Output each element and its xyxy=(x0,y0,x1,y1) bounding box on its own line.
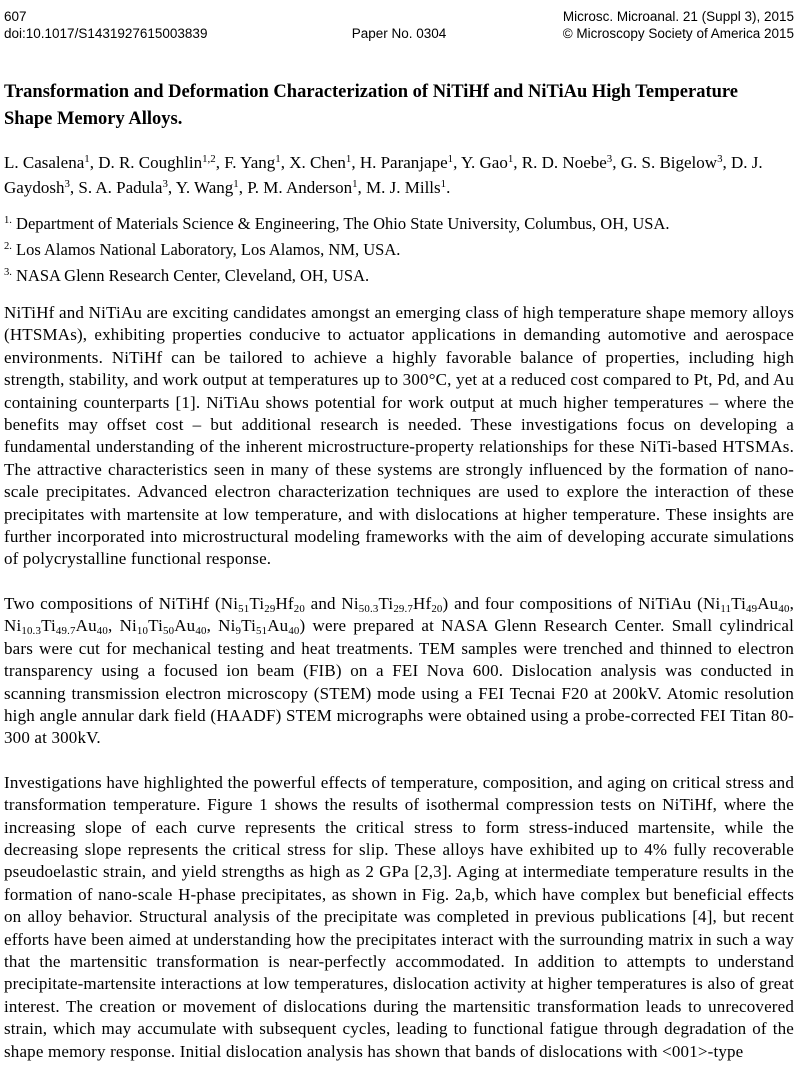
paper-number: Paper No. 0304 xyxy=(351,26,447,41)
methods-paragraph: Two compositions of NiTiHf ($Ni_{51}Ti_{29}Hf_{20}$ and $Ni_{50.3}Ti_{29.7}Hf_{20}$) and four compositions of NiTiAu ($Ni_{11}Ti_{49}Au_{40}$, $Ni_{10.3}Ti_{49.7}Au_{40}$, $Ni_{10}Ti_{50}Au_{40}$, $Ni_9Ti_{51}Au_{40}$) were prepared at NASA Glenn Research Center. Small cylindrical bars were cut for mechanical testing and heat treatments. TEM samples were trenched and thinned to electron transparency using a focused ion beam (FIB) on a FEI Nova 600. Dislocation analysis was conducted in scanning transmission electron microscopy (STEM) mode using a FEI Tecnai F20 at 200kV. Atomic resolution high angle annular dark field (HAADF) STEM micrographs were obtained using a probe-corrected FEI Titan 80-300 at 300kV. xyxy=(4,593,794,748)
results-paragraph: Investigations have highlighted the powerful effects of temperature, composition, and aging on critical stress and transformation temperature. Figure 1 shows the results of isothermal compression tests on NiTiHf, where the increasing slope of each curve represents the critical stress to form stress-induced martensite, while the decreasing slope represents the critical stress for slip. These alloys have exhibited up to 4% fully recoverable pseudoelastic strain, and yield strengths as high as 2 GPa [2,3]. Aging at intermediate temperature results in the formation of nano-scale H-phase precipitates, as shown in Fig. 2a,b, which have complex but beneficial effects on alloy behavior. Structural analysis of the precipitate was completed in previous publications [4], but recent efforts have been aimed at understanding how the precipitates interact with the surrounding matrix in such a way that the martensitic transformation is near-perfectly accommodated. In addition to attempts to understand precipitate-martensite interactions at low temperatures, dislocation activity at higher temperatures is also of great interest. The creation or movement of dislocations during the martensitic transformation leads to unrecovered strain, which may accumulate with subsequent cycles, leading to functional fatigue through degradation of the shape memory response. Initial dislocation analysis has shown that bands of dislocations with <001>-type xyxy=(4,772,794,1061)
journal-citation: Microsc. Microanal. 21 (Suppl 3), 2015 xyxy=(562,9,794,24)
page-header xyxy=(4,8,794,42)
copyright-notice: © Microscopy Society of America 2015 xyxy=(562,26,794,41)
paper-title: Transformation and Deformation Characterization of NiTiHf and NiTiAu High Temperature Shape Memory Alloys. xyxy=(4,82,739,129)
author-list: L. Casalena$^1$, D. R. Coughlin$^{1,2}$, F. Yang$^1$, X. Chen$^1$, H. Paranjape$^1$, Y. Gao$^1$, R. D. Noebe$^3$, G. S. Bigelow$^3$, D. J. Gaydosh$^3$, S. A. Padula$^3$, Y. Wang$^1$, P. M. Anderson$^1$, M. J. Mills$^1$. xyxy=(4,153,763,197)
header-center xyxy=(352,8,447,42)
affiliation-2: $^{2.}$ Los Alamos National Laboratory, Los Alamos, NM, USA. xyxy=(4,240,401,259)
header-right xyxy=(446,8,794,42)
affiliation-list xyxy=(4,211,794,289)
doi: doi:10.1017/S1431927615003839 xyxy=(4,26,208,41)
abstract-intro-paragraph: NiTiHf and NiTiAu are exciting candidates amongst an emerging class of high temperature shape memory alloys (HTSMAs), exhibiting properties conducive to actuator applications in demanding automotive and aerospace environments. NiTiHf can be tailored to achieve a highly favorable balance of properties, including high strength, stability, and work output at temperatures up to 300°C, yet at a reduced cost compared to Pt, Pd, and Au containing counterparts [1]. NiTiAu shows potential for work output at much higher temperatures – where the benefits may offset cost – but additional research is needed. These investigations focus on developing a fundamental understanding of the inherent microstructure-property relationships for these NiTi-based HTSMAs. The attractive characteristics seen in many of these systems are strongly influenced by the formation of nano-scale precipitates. Advanced electron characterization techniques are used to explore the interaction of these precipitates with martensite at low temperature, and with dislocations at higher temperature. These insights are further incorporated into microstructural modeling frameworks with the aim of developing accurate simulations of polycrystalline functional response. xyxy=(4,303,794,569)
header-left xyxy=(4,8,352,42)
affiliation-3: $^{3.}$ NASA Glenn Research Center, Cleveland, OH, USA. xyxy=(4,266,370,285)
page-number: 607 xyxy=(4,9,27,24)
header-spacer xyxy=(352,8,447,25)
affiliation-1: $^{1.}$ Department of Materials Science & Engineering, The Ohio State University, Columbus, OH, USA. xyxy=(4,214,670,233)
